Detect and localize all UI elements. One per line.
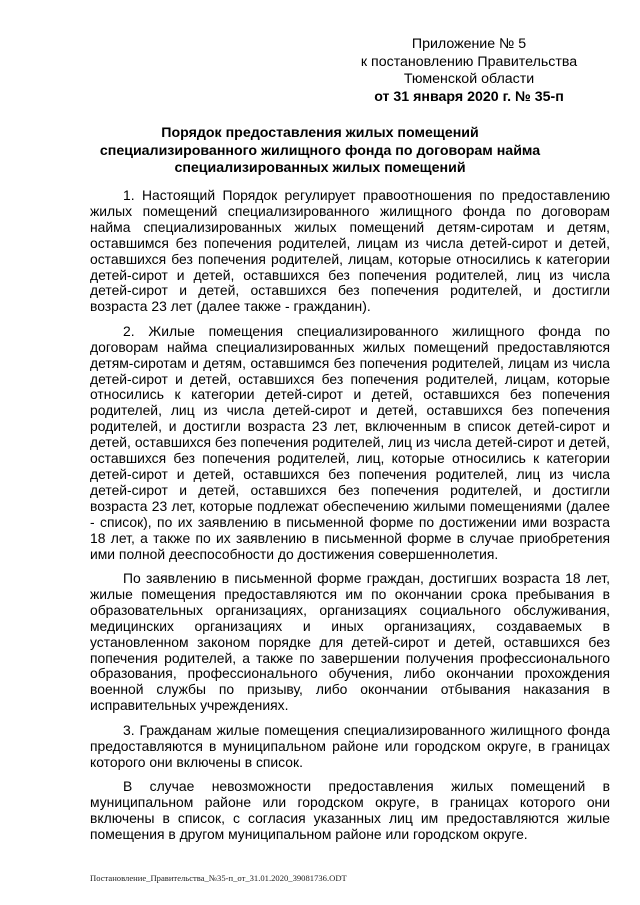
appendix-region: Тюменской области (403, 71, 535, 88)
document-body (90, 188, 610, 851)
paragraph-2: 2. Жилые помещения специализированного жилищного фонда по договорам найма специализированных жилых помещений предоставляются детям-сиротам и детям, оставшимся без попечения родителей, лицам из числа детей-сирот и детей, оставшихся без попечения родителей, лицам, которые относились к категории детей-сирот и детей, оставшихся без попечения родителей, лиц из числа детей-сирот и детей, оставшихся без попечения родителей, и достигли возраста 23 лет, включенным в список детей-сирот и детей, оставшихся без попечения родителей, лиц из числа детей-сирот и детей, оставшихся без попечения родителей, лиц, которые относились к категории детей-сирот и детей, оставшихся без попечения родителей, лиц из числа детей-сирот и детей, оставшихся без попечения родителей, и достигли возраста 23 лет, которые подлежат обеспечению жилыми помещениями (далее - список), по их заявлению в письменной форме по достижении ими возраста 18 лет, а также по их заявлению в письменной форме в случае приобретения ими полной дееспособности до достижения совершеннолетия. (90, 322, 610, 562)
document-title: Порядок предоставления жилых помещений специализированного жилищного фонда по договорам найма специализированных жилых помещений (99, 125, 541, 177)
appendix-resolution: к постановлению Правительства (360, 53, 578, 70)
appendix-date: от 31 января 2020 г. № 35-п (374, 88, 564, 105)
paragraph-5: В случае невозможности предоставления жилых помещений в муниципальном районе или городском округе, в границах которого они включены в список, с согласия указанных лиц им предоставляются жилые помещения в другом муниципальном районе или городском округе. (90, 778, 610, 842)
paragraph-4: 3. Гражданам жилые помещения специализированного жилищного фонда предоставляются в муниципальном районе или городском округе, в границах которого они включены в список. (90, 721, 610, 770)
footer-filename: Постановление_Правительства_№35-п_от_31.01.2020_39081736.ODT (90, 873, 347, 883)
paragraph-1: 1. Настоящий Порядок регулирует правоотношения по предоставлению жилых помещений специализированного жилищного фонда по договорам найма специализированных жилых помещений детям-сиротам и детям, оставшимся без попечения родителей, лицам из числа детей-сирот и детей, оставшихся без попечения родителей, лицам, которые относились к категории детей-сирот и детей, оставшихся без попечения родителей, лиц из числа детей-сирот и детей, оставшихся без попечения родителей, и достигли возраста 23 лет (далее также - гражданин). (90, 187, 610, 315)
appendix-number: Приложение № 5 (411, 36, 527, 52)
appendix-header (330, 36, 608, 106)
paragraph-3: По заявлению в письменной форме граждан, достигших возраста 18 лет, жилые помещения предоставляются им по окончании срока пребывания в образовательных организациях, организациях социального обслуживания, медицинских организациях и иных организациях, создаваемых в установленном законом порядке для детей-сирот и детей, оставшихся без попечения родителей, а также по завершении получения профессионального образования, профессионального обучения, либо окончании прохождения военной службы по призыву, либо окончании отбывания наказания в исправительных учреждениях. (90, 570, 610, 714)
